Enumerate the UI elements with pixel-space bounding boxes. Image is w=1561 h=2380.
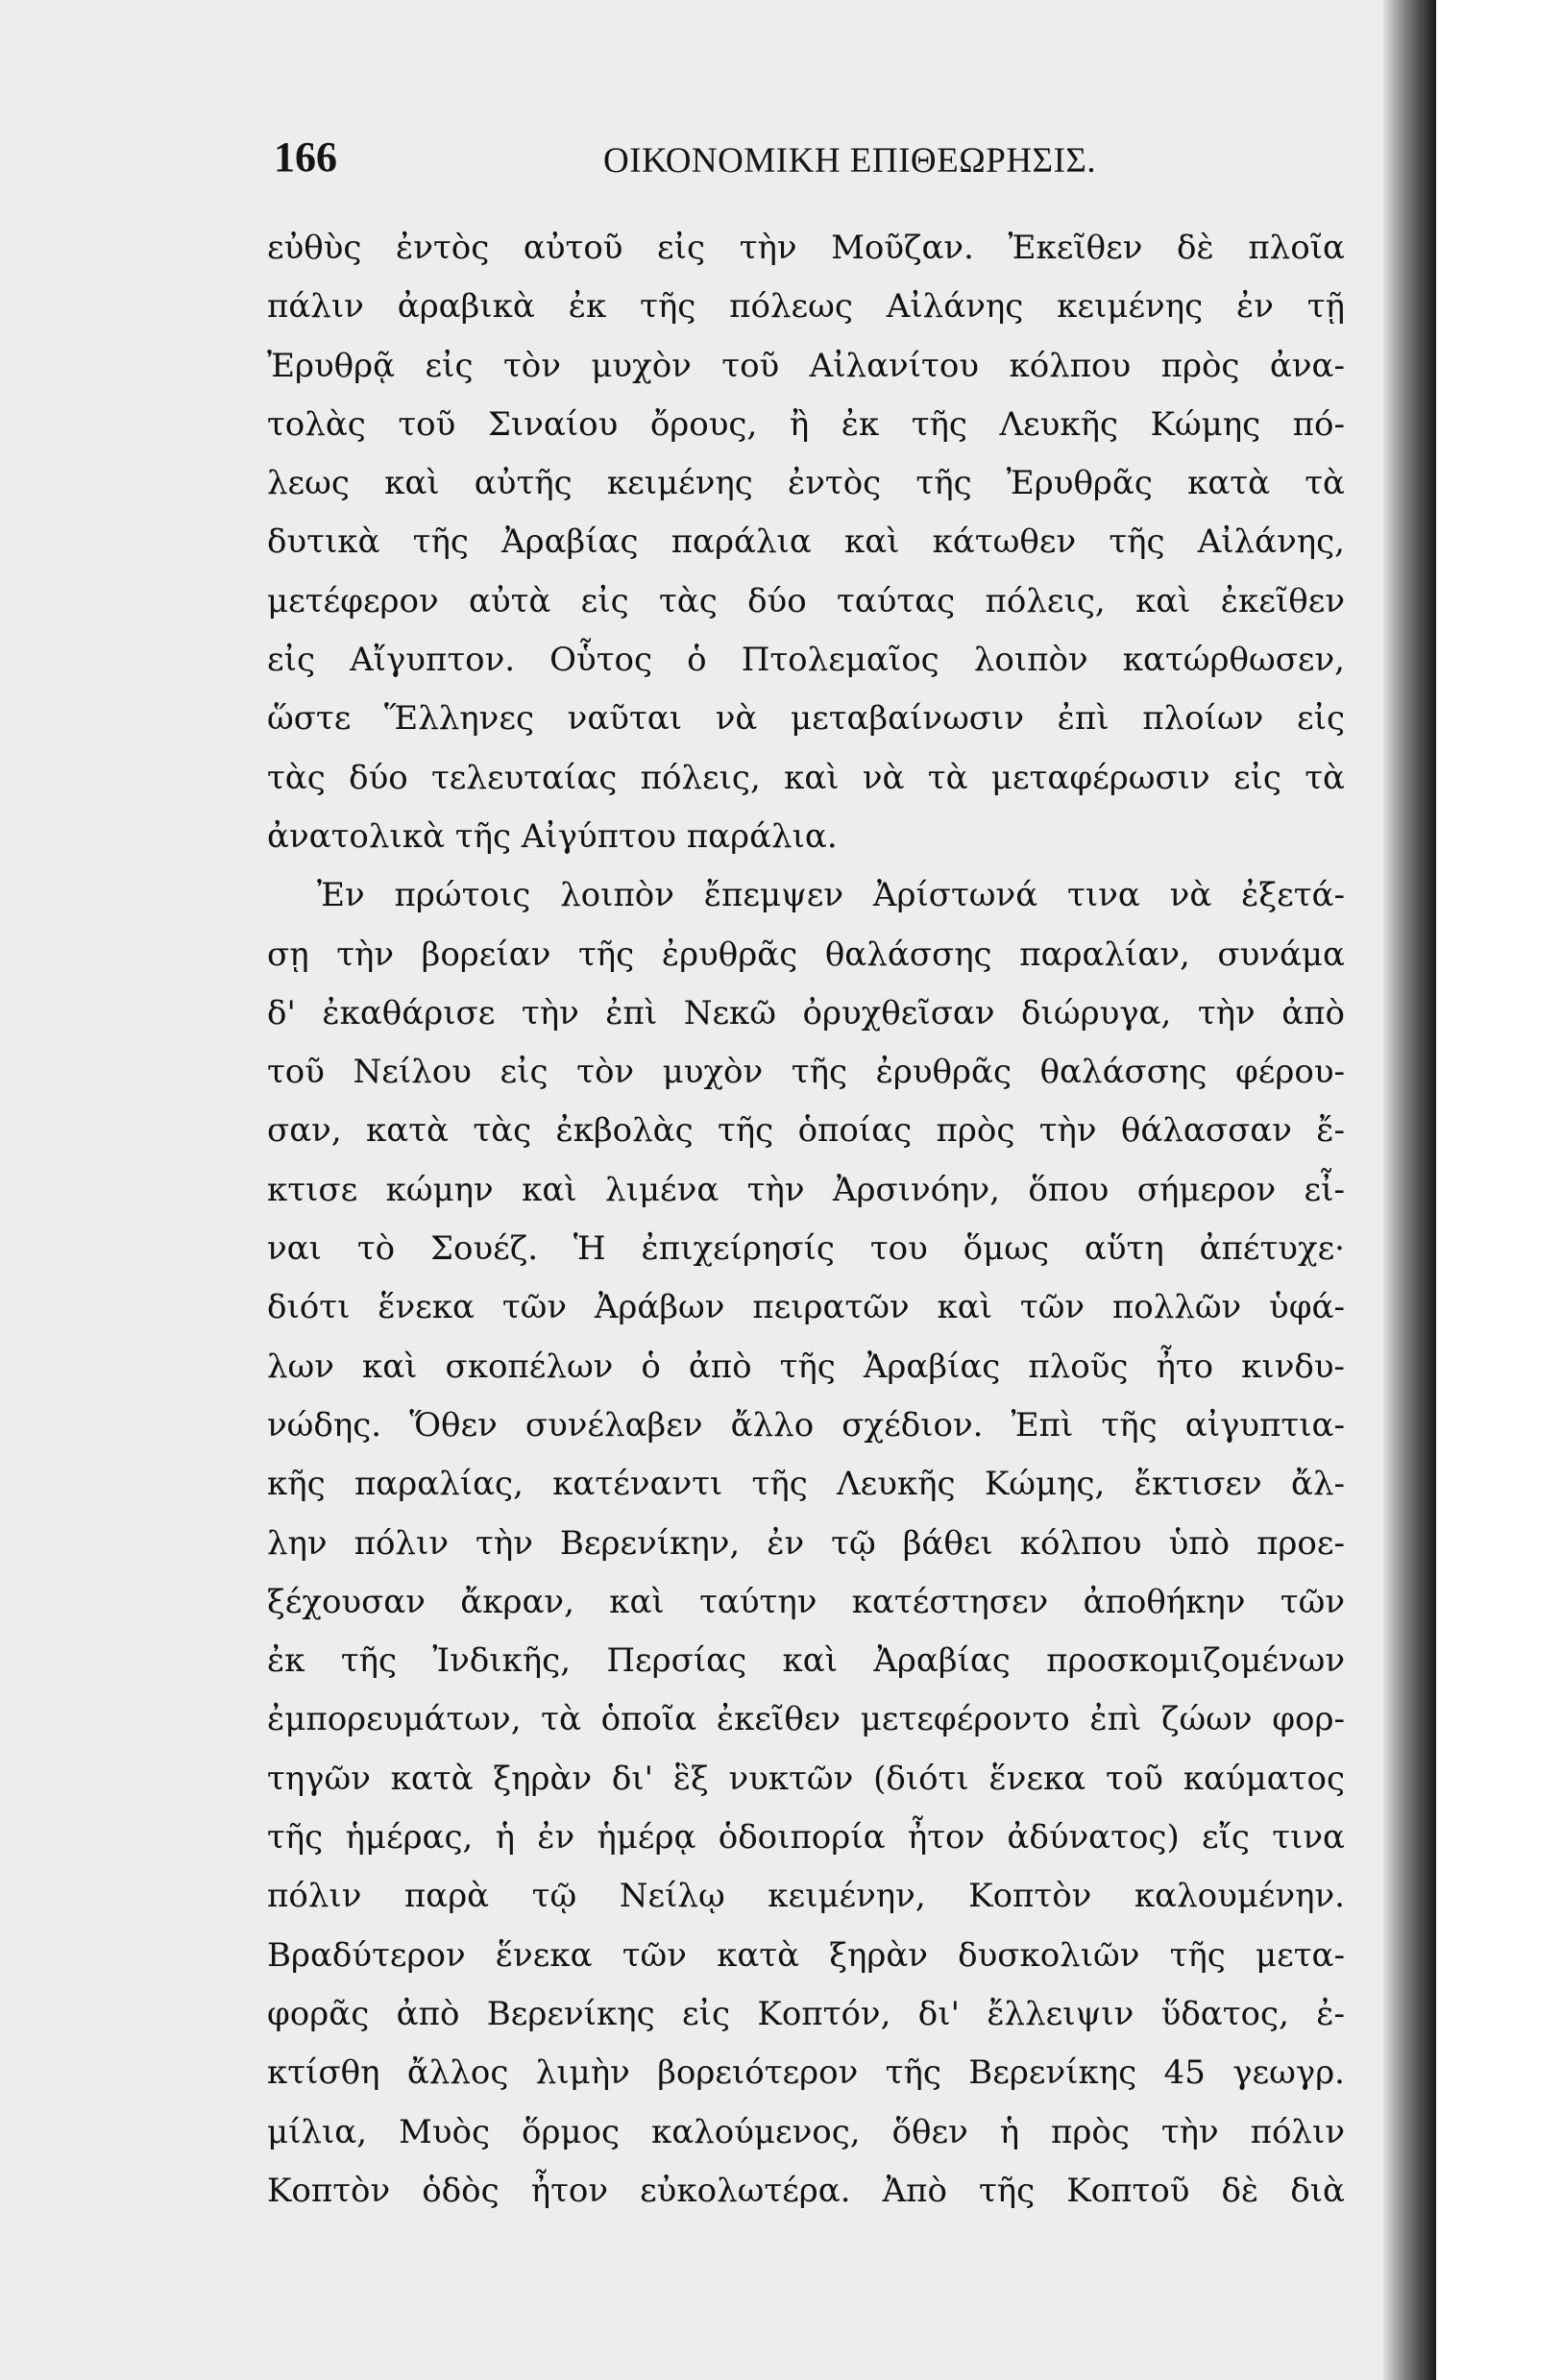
text-line: ἀνατολικὰ τῆς Αἰγύπτου παράλια. [267, 816, 838, 856]
text-line: λεως καὶ αὐτῆς κειμένης ἐντὸς τῆς Ἐρυθρᾶς κατὰ τὰ [267, 464, 1345, 503]
text-line: τολὰς τοῦ Σιναίου ὄρους, ἢ ἐκ τῆς Λευκῆς Κώμης πό- [267, 404, 1345, 444]
binding-shadow [1383, 0, 1436, 2380]
text-line: δυτικὰ τῆς Ἀραβίας παράλια καὶ κάτωθεν τῆς Αἰλάνης, [267, 522, 1345, 562]
text-line: Ἐρυθρᾷ εἰς τὸν μυχὸν τοῦ Αἰλανίτου κόλπου πρὸς ἀνα- [267, 346, 1345, 385]
text-line: κτισε κώμην καὶ λιμένα τὴν Ἀρσινόην, ὅπου σήμερον εἶ- [267, 1170, 1345, 1209]
text-line: εἰς Αἴγυπτον. Οὗτος ὁ Πτολεμαῖος λοιπὸν κατώρθωσεν, [267, 641, 1345, 680]
text-line: τὰς δύο τελευταίας πόλεις, καὶ νὰ τὰ μεταφέρωσιν εἰς τὰ [267, 758, 1345, 797]
text-line: ὥστε Ἕλληνες ναῦται νὰ μεταβαίνωσιν ἐπὶ πλοίων εἰς [267, 699, 1345, 739]
text-line: πόλιν παρὰ τῷ Νείλῳ κειμένην, Κοπτὸν καλουμένην. [267, 1877, 1345, 1916]
text-line: ἐμπορευμάτων, τὰ ὁποῖα ἐκεῖθεν μετεφέροντο ἐπὶ ζώων φορ- [267, 1700, 1345, 1739]
text-line: τηγῶν κατὰ ξηρὰν δι' ἓξ νυκτῶν (διότι ἕνεκα τοῦ καύματος [267, 1759, 1345, 1798]
text-line: νώδης. Ὅθεν συνέλαβεν ἄλλο σχέδιον. Ἐπὶ τῆς αἰγυπτια- [267, 1405, 1345, 1445]
text-line: μίλια, Μυὸς ὅρμος καλούμενος, ὅθεν ἡ πρὸς τὴν πόλιν [267, 2112, 1345, 2151]
page-gutter [1436, 0, 1561, 2380]
text-line: λων καὶ σκοπέλων ὁ ἀπὸ τῆς Ἀραβίας πλοῦς ἦτο κινδυ- [267, 1347, 1345, 1386]
text-line: ναι τὸ Σουέζ. Ἡ ἐπιχείρησίς του ὅμως αὕτη ἀπέτυχε· [267, 1229, 1345, 1269]
text-line: σαν, κατὰ τὰς ἐκβολὰς τῆς ὁποίας πρὸς τὴν θάλασσαν ἔ- [267, 1111, 1345, 1151]
text-line: Βραδύτερον ἕνεκα τῶν κατὰ ξηρὰν δυσκολιῶν τῆς μετα- [267, 1935, 1345, 1975]
text-line: πάλιν ἀραβικὰ ἐκ τῆς πόλεως Αἰλάνης κειμένης ἐν τῇ [267, 287, 1345, 327]
page-number: 166 [274, 134, 337, 181]
text-line: τοῦ Νείλου εἰς τὸν μυχὸν τῆς ἐρυθρᾶς θαλάσσης φέρου- [267, 1053, 1345, 1092]
body-text [267, 219, 1345, 2221]
text-line: σῃ τὴν βορείαν τῆς ἐρυθρᾶς θαλάσσης παραλίαν, συνάμα [267, 935, 1345, 974]
running-title: ΟΙΚΟΝΟΜΙΚΗ ΕΠΙΘΕΩΡΗΣΙΣ. [603, 141, 1097, 181]
paragraph-start-line: Ἐν πρώτοις λοιπὸν ἔπεμψεν Ἀρίστωνά τινα νὰ ἐξετά- [317, 876, 1345, 915]
text-line: φορᾶς ἀπὸ Βερενίκης εἰς Κοπτόν, δι' ἔλλειψιν ὕδατος, ἐ- [267, 1994, 1345, 2033]
text-line: κῆς παραλίας, κατέναντι τῆς Λευκῆς Κώμης, ἔκτισεν ἄλ- [267, 1465, 1345, 1504]
text-line: ἐκ τῆς Ἰνδικῆς, Περσίας καὶ Ἀραβίας προσκομιζομένων [267, 1641, 1345, 1681]
text-line: Κοπτὸν ὁδὸς ἦτον εὐκολωτέρα. Ἀπὸ τῆς Κοπτοῦ δὲ διὰ [267, 2171, 1345, 2210]
text-line: λην πόλιν τὴν Βερενίκην, ἐν τῷ βάθει κόλπου ὑπὸ προε- [267, 1523, 1345, 1563]
text-line: τῆς ἡμέρας, ἡ ἐν ἡμέρᾳ ὁδοιπορία ἦτον ἀδύνατος) εἴς τινα [267, 1818, 1345, 1858]
text-line: κτίσθη ἄλλος λιμὴν βορειότερον τῆς Βερενίκης 45 γεωγρ. [267, 2053, 1345, 2093]
text-line: δ' ἐκαθάρισε τὴν ἐπὶ Νεκῶ ὀρυχθεῖσαν διώρυγα, τὴν ἀπὸ [267, 993, 1345, 1032]
text-line: εὐθὺς ἐντὸς αὐτοῦ εἰς τὴν Μοῦζαν. Ἐκεῖθεν δὲ πλοῖα [267, 229, 1345, 267]
page-header [274, 133, 1138, 190]
text-line: ξέχουσαν ἄκραν, καὶ ταύτην κατέστησεν ἀποθήκην τῶν [267, 1582, 1345, 1621]
text-line: μετέφερον αὐτὰ εἰς τὰς δύο ταύτας πόλεις, καὶ ἐκεῖθεν [267, 581, 1345, 620]
text-line: διότι ἕνεκα τῶν Ἀράβων πειρατῶν καὶ τῶν πολλῶν ὑφά- [267, 1288, 1345, 1327]
